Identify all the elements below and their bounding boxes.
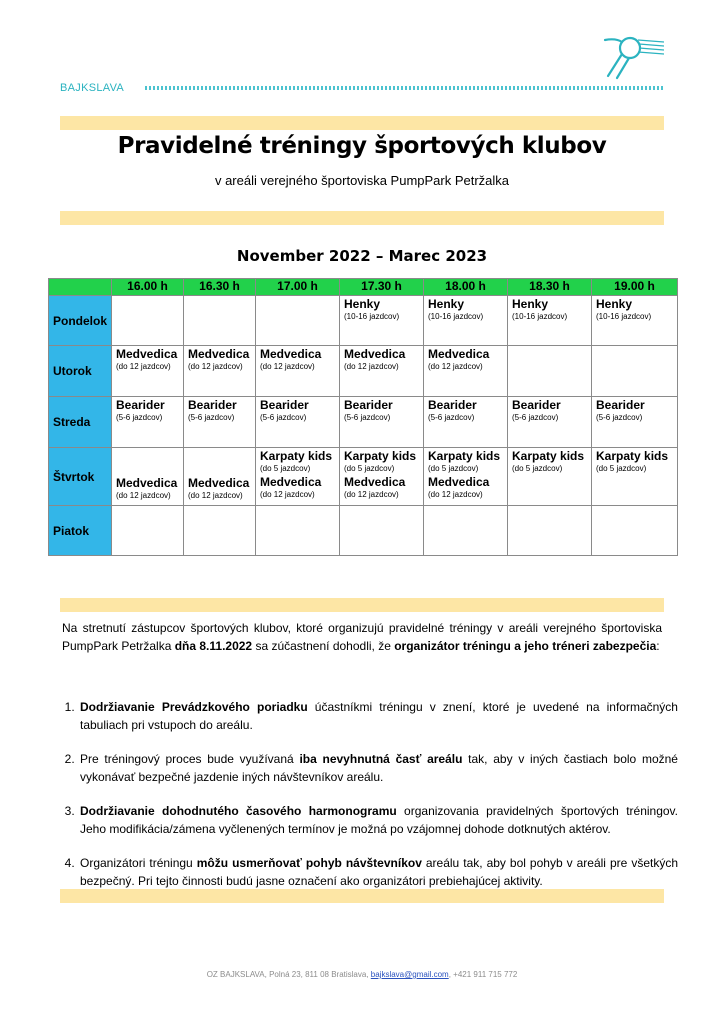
club-name: Bearider	[344, 398, 393, 412]
training-entry	[344, 475, 423, 500]
rule-text: areálu tak, aby bol pohyb v areáli pre všetkých bezpečný. Pri tejto činnosti budú jasne označení ako organizátori prebiehajúcej aktivity.	[80, 856, 678, 888]
page-title: Pravidelné tréningy športových klubov	[117, 133, 607, 159]
schedule-cell	[508, 448, 592, 506]
club-name: Karpaty kids	[596, 449, 669, 463]
brand-name: BAJKSLAVA	[60, 82, 125, 94]
decorative-band	[60, 889, 664, 903]
club-name: Medvedica	[116, 476, 178, 490]
club-name: Bearider	[512, 398, 561, 412]
schedule-cell	[256, 296, 340, 346]
schedule-cell	[184, 397, 256, 448]
schedule-cell	[112, 448, 184, 506]
training-entry	[260, 449, 339, 474]
intro-text: sa zúčastnení dohodli, že	[252, 639, 395, 653]
club-capacity: (do 12 jazdcov)	[428, 362, 483, 371]
training-entry	[428, 347, 507, 372]
schedule-cell	[340, 448, 424, 506]
training-entry	[428, 475, 507, 500]
schedule-cell	[592, 346, 678, 397]
bajkslava-logo-icon	[602, 28, 664, 80]
intro-paragraph	[62, 619, 662, 655]
rule-text: účastníkmi tréningu v znení, ktoré je uvedené na informačných tabuliach pri vstupoch do areálu.	[80, 700, 678, 732]
club-capacity: (5-6 jazdcov)	[428, 413, 475, 422]
training-entry	[512, 398, 591, 423]
schedule-cell	[424, 506, 508, 556]
schedule-cell	[508, 346, 592, 397]
schedule-cell	[112, 397, 184, 448]
schedule-cell	[508, 296, 592, 346]
schedule-cell	[256, 506, 340, 556]
schedule-cell	[424, 346, 508, 397]
schedule-cell	[340, 346, 424, 397]
training-entry	[344, 347, 423, 372]
time-header: 17.00 h	[256, 279, 340, 296]
club-capacity: (do 12 jazdcov)	[344, 490, 399, 499]
footer-email-link[interactable]: bajkslava@gmail.com	[370, 970, 449, 979]
training-entry	[188, 476, 255, 501]
club-capacity: (do 12 jazdcov)	[116, 491, 171, 500]
club-capacity: (do 12 jazdcov)	[260, 490, 315, 499]
club-name: Medvedica	[344, 347, 406, 361]
time-header: 18.30 h	[508, 279, 592, 296]
club-name: Medvedica	[260, 347, 322, 361]
training-entry	[344, 297, 423, 322]
club-name: Bearider	[596, 398, 645, 412]
schedule-cell	[340, 397, 424, 448]
training-entry	[344, 398, 423, 423]
club-capacity: (10-16 jazdcov)	[596, 312, 652, 321]
list-item	[78, 750, 678, 786]
club-name: Medvedica	[344, 475, 406, 489]
rules-list	[62, 698, 678, 906]
club-name: Henky	[344, 297, 381, 311]
schedule-cell	[508, 506, 592, 556]
club-capacity: (do 12 jazdcov)	[428, 490, 483, 499]
day-label: Pondelok	[49, 296, 112, 346]
club-name: Medvedica	[188, 347, 250, 361]
table-row	[49, 346, 678, 397]
day-label: Piatok	[49, 506, 112, 556]
decorative-band	[60, 116, 664, 130]
club-capacity: (do 5 jazdcov)	[596, 464, 647, 473]
rule-emphasis: môžu usmerňovať pohyb návštevníkov	[196, 856, 422, 870]
club-name: Karpaty kids	[260, 449, 333, 463]
schedule-cell	[256, 397, 340, 448]
club-capacity: (5-6 jazdcov)	[344, 413, 391, 422]
schedule-cell	[256, 448, 340, 506]
club-capacity: (10-16 jazdcov)	[428, 312, 484, 321]
club-capacity: (5-6 jazdcov)	[596, 413, 643, 422]
table-row	[49, 296, 678, 346]
training-entry	[428, 398, 507, 423]
list-item	[78, 802, 678, 838]
training-entry	[116, 347, 183, 372]
intro-text: Na stretnutí zástupcov športových klubov, ktoré organizujú pravidelné tréningy v areáli verejného športoviska PumpPark Petržalka	[62, 621, 662, 653]
club-capacity: (10-16 jazdcov)	[344, 312, 400, 321]
schedule-cell	[184, 346, 256, 397]
club-name: Bearider	[260, 398, 309, 412]
schedule-cell	[424, 448, 508, 506]
club-name: Medvedica	[428, 347, 490, 361]
schedule-cell	[592, 448, 678, 506]
day-label: Streda	[49, 397, 112, 448]
schedule-cell	[256, 346, 340, 397]
rule-emphasis: Dodržiavanie dohodnutého časového harmonogramu	[80, 804, 397, 818]
club-name: Karpaty kids	[344, 449, 417, 463]
table-header-row	[49, 279, 678, 296]
intro-text: :	[656, 639, 660, 653]
schedule-cell	[184, 448, 256, 506]
club-capacity: (5-6 jazdcov)	[512, 413, 559, 422]
training-entry	[344, 449, 423, 474]
schedule-cell	[112, 506, 184, 556]
intro-emphasis: organizátor tréningu a jeho tréneri zabezpečia	[394, 639, 657, 653]
club-capacity: (do 12 jazdcov)	[116, 362, 171, 371]
club-name: Bearider	[116, 398, 165, 412]
meeting-date: dňa 8.11.2022	[174, 639, 253, 653]
decorative-band	[60, 211, 664, 225]
rule-text: Pre tréningový proces bude využívaná	[80, 752, 300, 766]
rule-text: tak, aby v iných častiach bolo možné vykonávať bezpečné jazdenie iných návštevníkov areálu.	[80, 752, 678, 784]
time-header: 19.00 h	[592, 279, 678, 296]
club-name: Medvedica	[116, 347, 178, 361]
schedule-cell	[592, 296, 678, 346]
training-entry	[512, 449, 591, 474]
schedule-cell	[184, 506, 256, 556]
training-entry	[116, 476, 183, 501]
club-capacity: (5-6 jazdcov)	[116, 413, 163, 422]
club-name: Karpaty kids	[428, 449, 501, 463]
club-name: Medvedica	[188, 476, 250, 490]
decorative-band	[60, 598, 664, 612]
list-item	[78, 854, 678, 890]
training-entry	[260, 475, 339, 500]
training-entry	[428, 449, 507, 474]
club-name: Medvedica	[428, 475, 490, 489]
footer	[0, 970, 724, 979]
club-capacity: (do 12 jazdcov)	[188, 491, 243, 500]
club-name: Medvedica	[260, 475, 322, 489]
footer-address: OZ BAJKSLAVA, Polná 23, 811 08 Bratislava,	[206, 970, 371, 979]
table-row	[49, 506, 678, 556]
schedule-cell	[424, 296, 508, 346]
club-capacity: (do 12 jazdcov)	[188, 362, 243, 371]
club-capacity: (5-6 jazdcov)	[188, 413, 235, 422]
club-capacity: (do 12 jazdcov)	[260, 362, 315, 371]
rule-text: Organizátori tréningu	[80, 856, 197, 870]
club-capacity: (do 12 jazdcov)	[344, 362, 399, 371]
schedule-cell	[592, 506, 678, 556]
day-label: Utorok	[49, 346, 112, 397]
club-name: Henky	[512, 297, 549, 311]
header-corner-cell	[49, 279, 112, 296]
footer-phone: , +421 911 715 772	[448, 970, 518, 979]
training-entry	[260, 347, 339, 372]
club-name: Karpaty kids	[512, 449, 585, 463]
club-name: Henky	[596, 297, 633, 311]
schedule-cell	[340, 296, 424, 346]
club-name: Bearider	[428, 398, 477, 412]
rule-emphasis: iba nevyhnutná časť areálu	[299, 752, 463, 766]
club-capacity: (do 5 jazdcov)	[428, 464, 479, 473]
club-capacity: (do 5 jazdcov)	[260, 464, 311, 473]
training-entry	[428, 297, 507, 322]
training-entry	[116, 398, 183, 423]
club-name: Henky	[428, 297, 465, 311]
time-header: 16.30 h	[184, 279, 256, 296]
training-entry	[188, 347, 255, 372]
training-entry	[596, 297, 677, 322]
rule-emphasis: Dodržiavanie Prevádzkového poriadku	[80, 700, 308, 714]
header-divider	[145, 86, 663, 90]
rule-text: organizovania pravidelných športových tréningov. Jeho modifikácia/zámena vyčlenených termínov je možná po vzájomnej dohode dotknutých aktérov.	[80, 804, 678, 836]
time-header: 17.30 h	[340, 279, 424, 296]
list-item	[78, 698, 678, 734]
club-name: Bearider	[188, 398, 237, 412]
training-entry	[188, 398, 255, 423]
schedule-cell	[340, 506, 424, 556]
table-row	[49, 397, 678, 448]
club-capacity: (5-6 jazdcov)	[260, 413, 307, 422]
time-header: 16.00 h	[112, 279, 184, 296]
schedule-cell	[424, 397, 508, 448]
training-entry	[596, 449, 677, 474]
day-label: Štvrtok	[49, 448, 112, 506]
club-capacity: (10-16 jazdcov)	[512, 312, 568, 321]
table-row	[49, 448, 678, 506]
schedule-table	[48, 278, 678, 556]
schedule-cell	[184, 296, 256, 346]
training-entry	[596, 398, 677, 423]
training-entry	[260, 398, 339, 423]
schedule-period: November 2022 – Marec 2023	[236, 247, 488, 265]
club-capacity: (do 5 jazdcov)	[344, 464, 395, 473]
schedule-cell	[508, 397, 592, 448]
schedule-cell	[592, 397, 678, 448]
page-subtitle: v areáli verejného športoviska PumpPark Petržalka	[214, 173, 510, 188]
club-capacity: (do 5 jazdcov)	[512, 464, 563, 473]
training-entry	[512, 297, 591, 322]
schedule-cell	[112, 346, 184, 397]
schedule-cell	[112, 296, 184, 346]
time-header: 18.00 h	[424, 279, 508, 296]
